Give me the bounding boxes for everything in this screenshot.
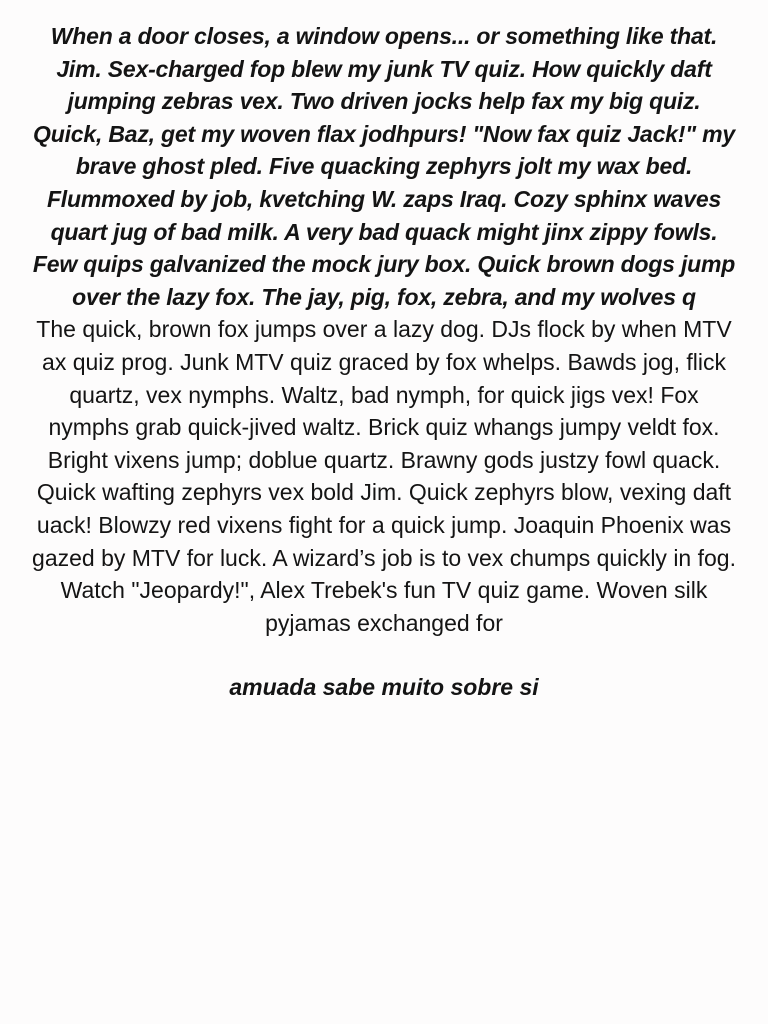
italic-paragraph: Jim. Sex-charged fop blew my junk TV quiz. How quickly daft jumping zebras vex. Two driven jocks help fax my big quiz. Quick, Baz, get my woven flax jodhpurs! "Now fax quiz Jack!" my brave ghost pled. Five quacking zephyrs jolt my wax bed. Flummoxed by job, kvetching W. zaps Iraq. Cozy sphinx waves quart jug of bad milk. A very bad quack might jinx zippy fowls. Few quips galvanized the mock jury box. Quick brown dogs jump over the lazy fox. The jay, pig, fox, zebra, and my wolves q bbox=[32, 55, 736, 310]
footer-line: amuada sabe muito sobre si bbox=[229, 674, 539, 701]
heading-line: When a door closes, a window opens... or something like that. bbox=[50, 23, 718, 49]
regular-paragraph: The quick, brown fox jumps over a lazy dog. DJs flock by when MTV ax quiz prog. Junk MTV quiz graced by fox whelps. Bawds jog, flick quartz, vex nymphs. Waltz, bad nymph, for quick jigs vex! Fox nymphs grab quick-jived waltz. Brick quiz whangs jumpy veldt fox. Bright vixens jump; doblue quartz. Brawny gods justzy fowl quack. Quick wafting zephyrs vex bold Jim. Quick zephyrs blow, vexing daft uack! Blowzy red vixens fight for a quick jump. Joaquin Phoenix was gazed by MTV for luck. A wizard’s job is to vex chumps quickly in fog. Watch "Jeopardy!", Alex Trebek's fun TV quiz game. Woven silk pyjamas exchanged for bbox=[32, 316, 736, 636]
